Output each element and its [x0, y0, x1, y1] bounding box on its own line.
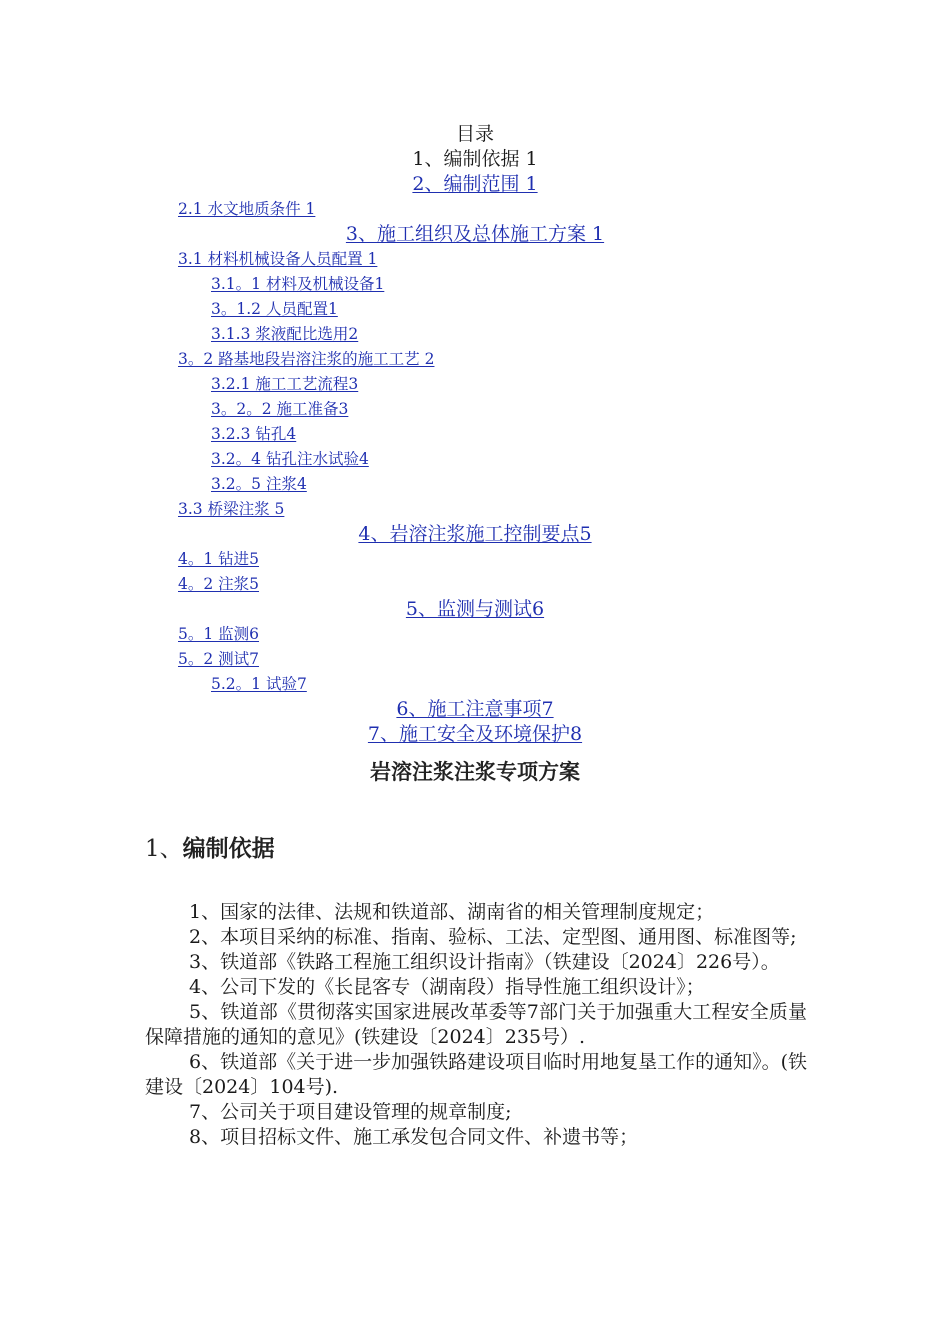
toc-link[interactable]: 3.3 桥梁注浆 5 — [178, 500, 285, 518]
toc-entry-level-2 — [0, 197, 950, 222]
toc-entry-level-3 — [0, 447, 950, 472]
toc-entry-level-2 — [0, 247, 950, 272]
toc-link[interactable]: 3.1.3 浆液配比选用2 — [211, 325, 359, 343]
toc-entry-level-3 — [0, 322, 950, 347]
toc-link[interactable]: 3。2 路基地段岩溶注浆的施工工艺 2 — [178, 350, 435, 368]
toc-entry-level-1 — [0, 222, 950, 247]
toc-link[interactable]: 5.2。1 试验7 — [211, 675, 307, 693]
toc-link[interactable]: 3.1 材料机械设备人员配置 1 — [178, 250, 378, 268]
table-of-contents — [0, 122, 950, 747]
section-title: 编制依据 — [182, 836, 275, 862]
toc-entry-level-1 — [0, 722, 950, 747]
body-text — [145, 900, 807, 1150]
toc-link[interactable]: 3、施工组织及总体施工方案 1 — [345, 223, 605, 245]
toc-link[interactable]: 3.2.3 钻孔4 — [211, 425, 297, 443]
toc-entry-level-1 — [0, 697, 950, 722]
toc-entry-level-1 — [0, 147, 950, 172]
toc-entry-level-2 — [0, 622, 950, 647]
toc-link[interactable]: 3。1.2 人员配置1 — [211, 300, 338, 318]
section-heading — [145, 832, 275, 866]
toc-entry-level-2 — [0, 497, 950, 522]
toc-link[interactable]: 3.2。4 钻孔注水试验4 — [211, 450, 369, 468]
toc-entry-level-3 — [0, 272, 950, 297]
paragraph: 2、本项目采纳的标准、指南、验标、工法、定型图、通用图、标准图等; — [189, 926, 797, 948]
toc-entry-level-1 — [0, 172, 950, 197]
toc-entry-level-3 — [0, 422, 950, 447]
toc-entry-level-1 — [0, 522, 950, 547]
document-title: 岩溶注浆注浆专项方案 — [370, 760, 580, 784]
paragraph: 1、国家的法律、法规和铁道部、湖南省的相关管理制度规定； — [189, 901, 715, 923]
toc-link: 1、编制依据 1 — [412, 148, 538, 170]
paragraph: 4、公司下发的《长昆客专（湖南段）指导性施工组织设计》； — [189, 976, 705, 998]
toc-link[interactable]: 3.2.1 施工工艺流程3 — [211, 375, 359, 393]
paragraph: 6、铁道部《关于进一步加强铁路建设项目临时用地复垦工作的通知》。(铁建设〔2024〕104号). — [145, 1051, 808, 1098]
toc-entry-level-2 — [0, 347, 950, 372]
toc-entry-level-3 — [0, 397, 950, 422]
toc-link[interactable]: 4、岩溶注浆施工控制要点5 — [358, 523, 592, 545]
toc-link[interactable]: 3.1。1 材料及机械设备1 — [211, 275, 385, 293]
toc-link[interactable]: 6、施工注意事项7 — [396, 698, 554, 720]
toc-link[interactable]: 7、施工安全及环境保护8 — [367, 723, 583, 745]
toc-list — [0, 147, 950, 747]
toc-entry-level-1 — [0, 597, 950, 622]
section-number: 1、 — [145, 836, 183, 862]
toc-entry-level-3 — [0, 372, 950, 397]
toc-link[interactable]: 4。2 注浆5 — [178, 575, 260, 593]
paragraph: 8、项目招标文件、施工承发包合同文件、补遗书等； — [189, 1126, 639, 1148]
toc-entry-level-3 — [0, 672, 950, 697]
toc-link[interactable]: 2、编制范围 1 — [412, 173, 538, 195]
toc-link[interactable]: 5、监测与测试6 — [405, 598, 545, 620]
toc-entry-level-2 — [0, 547, 950, 572]
toc-entry-level-2 — [0, 647, 950, 672]
toc-entry-level-3 — [0, 472, 950, 497]
paragraph: 3、铁道部《铁路工程施工组织设计指南》（铁建设〔2024〕226号）。 — [189, 951, 780, 973]
toc-link[interactable]: 3.2。5 注浆4 — [211, 475, 307, 493]
toc-link[interactable]: 3。2。2 施工准备3 — [211, 400, 349, 418]
toc-entry-level-3 — [0, 297, 950, 322]
toc-link[interactable]: 4。1 钻进5 — [178, 550, 260, 568]
paragraph: 7、公司关于项目建设管理的规章制度; — [189, 1101, 512, 1123]
toc-link[interactable]: 5。1 监测6 — [178, 625, 260, 643]
toc-link[interactable]: 2.1 水文地质条件 1 — [178, 200, 316, 218]
paragraph: 5、铁道部《贯彻落实国家进展改革委等7部门关于加强重大工程安全质量保障措施的通知的意见》(铁建设〔2024〕235号）. — [145, 1001, 807, 1048]
toc-title: 目录 — [455, 123, 494, 145]
toc-link[interactable]: 5。2 测试7 — [178, 650, 260, 668]
toc-entry-level-2 — [0, 572, 950, 597]
